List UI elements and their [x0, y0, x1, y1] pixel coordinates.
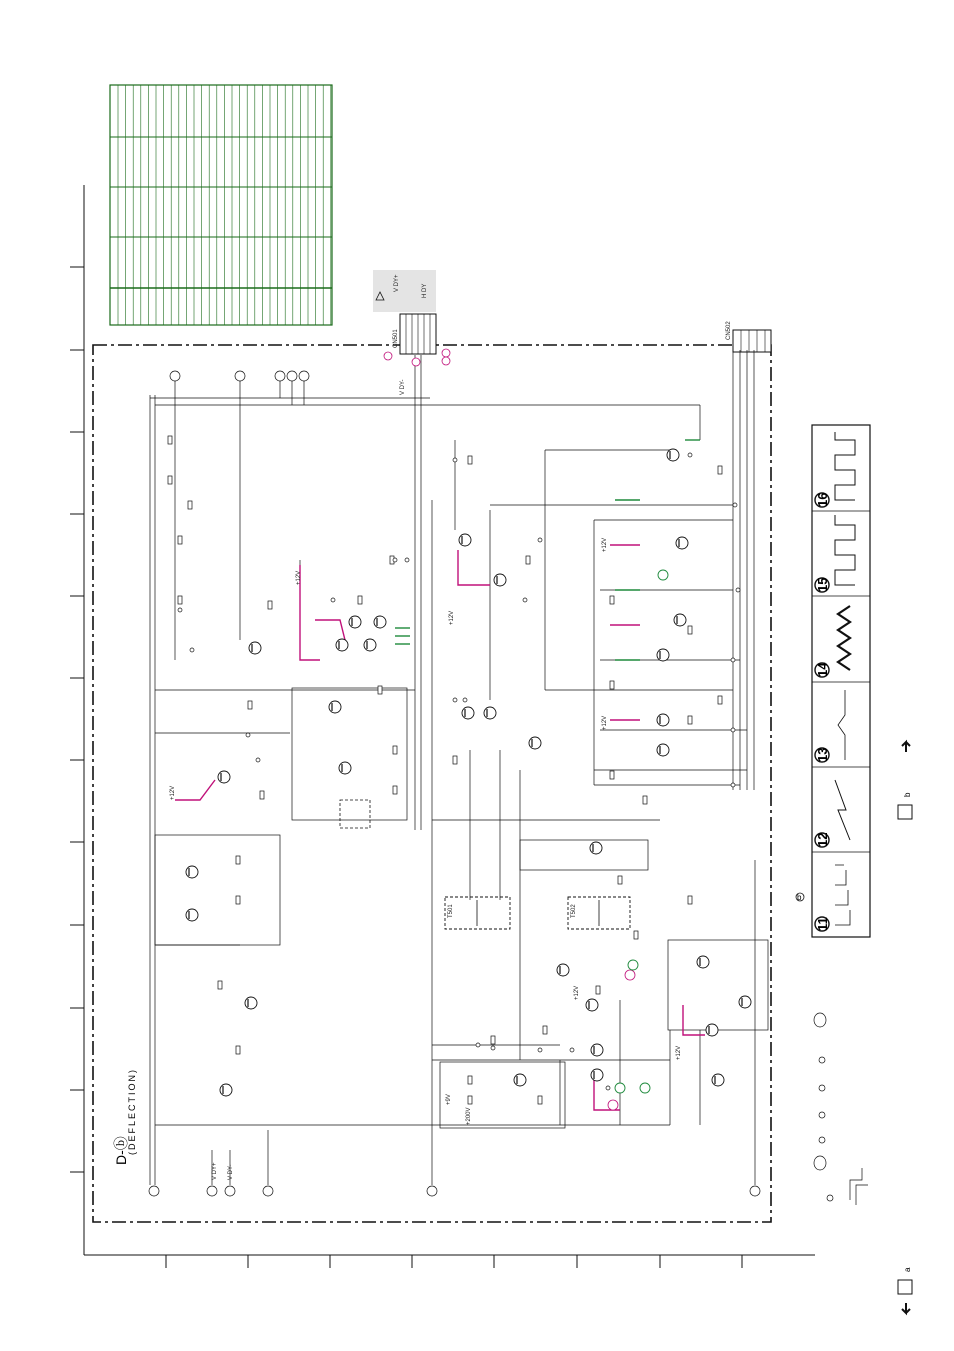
terminal	[299, 371, 309, 381]
svg-text:a: a	[903, 1267, 912, 1272]
green-markers	[615, 570, 668, 1093]
terminal	[750, 1186, 760, 1196]
svg-text:b: b	[903, 792, 912, 797]
svg-text:+200V: +200V	[466, 1107, 472, 1125]
component	[358, 596, 362, 604]
component	[188, 501, 192, 509]
transistor	[245, 997, 257, 1009]
waveform-number	[815, 833, 830, 847]
component	[468, 456, 472, 464]
terminal	[149, 1186, 159, 1196]
transistor	[657, 744, 669, 756]
parts-table	[110, 85, 332, 325]
svg-text:CN501: CN501	[393, 329, 399, 348]
transistor	[220, 1084, 232, 1096]
component	[453, 756, 457, 764]
component	[634, 931, 638, 939]
waveform-strip	[812, 425, 870, 937]
component	[596, 986, 600, 994]
component	[168, 436, 172, 444]
svg-text:+12V: +12V	[449, 610, 455, 625]
svg-text:+12V: +12V	[296, 570, 302, 585]
component	[543, 1026, 547, 1034]
svg-text:+12V: +12V	[602, 537, 608, 552]
highlight-traces	[175, 440, 705, 1110]
svg-text:+9V: +9V	[446, 1094, 452, 1105]
arrow-up-icon	[902, 742, 910, 752]
component	[178, 536, 182, 544]
component	[468, 1096, 472, 1104]
terminal	[275, 371, 285, 381]
component	[236, 896, 240, 904]
waveform-number	[815, 493, 830, 507]
component	[491, 1036, 495, 1044]
component	[618, 876, 622, 884]
transistor	[529, 737, 541, 749]
transistor	[657, 649, 669, 661]
component	[610, 681, 614, 689]
transistor	[739, 996, 751, 1008]
component	[178, 596, 182, 604]
transistor	[514, 1074, 526, 1086]
transistor	[186, 909, 198, 921]
svg-text:12: 12	[815, 832, 830, 847]
svg-text:+12V: +12V	[602, 715, 608, 730]
legend-circles	[814, 1013, 833, 1201]
component	[393, 786, 397, 794]
transistor	[484, 707, 496, 719]
component	[610, 771, 614, 779]
terminal	[170, 371, 180, 381]
component	[378, 686, 382, 694]
component	[688, 716, 692, 724]
transistor	[591, 1044, 603, 1056]
transistor	[586, 999, 598, 1011]
component	[393, 746, 397, 754]
svg-text:T501: T501	[448, 904, 454, 918]
transistor	[374, 616, 386, 628]
transistor	[186, 866, 198, 878]
grid-frame	[70, 185, 815, 1268]
terminal	[263, 1186, 273, 1196]
component	[643, 796, 647, 804]
component	[168, 476, 172, 484]
component	[268, 601, 272, 609]
svg-text:13: 13	[815, 747, 830, 762]
arrow-down-icon	[902, 1303, 910, 1313]
component	[718, 696, 722, 704]
terminal	[235, 371, 245, 381]
transistor	[591, 1069, 603, 1081]
small-parts	[149, 371, 760, 1196]
hdy-label: H DY	[422, 283, 428, 298]
transistor	[657, 714, 669, 726]
transistor	[462, 707, 474, 719]
svg-text:V DY+: V DY+	[212, 1162, 218, 1180]
svg-text:+12V: +12V	[574, 985, 580, 1000]
supply-labels	[170, 321, 732, 1180]
component	[610, 596, 614, 604]
transistor	[218, 771, 230, 783]
component	[236, 1046, 240, 1054]
component	[538, 1096, 542, 1104]
ref-box-a	[898, 1280, 912, 1294]
board-ref-b: b	[797, 893, 802, 902]
component	[526, 556, 530, 564]
transistor	[667, 449, 679, 461]
svg-text:15: 15	[815, 577, 830, 592]
svg-text:V DY-: V DY-	[400, 379, 406, 395]
component	[688, 896, 692, 904]
transistor	[336, 639, 348, 651]
transistor	[249, 642, 261, 654]
svg-text:16: 16	[815, 492, 830, 507]
waveform-number	[815, 748, 830, 762]
terminal	[207, 1186, 217, 1196]
marker-circles	[384, 349, 635, 1110]
waveform-number	[815, 578, 830, 592]
transistor	[674, 614, 686, 626]
transistor	[339, 762, 351, 774]
svg-text:CN502: CN502	[726, 321, 732, 340]
transistors	[186, 449, 751, 1096]
transistor	[459, 534, 471, 546]
transistor	[590, 842, 602, 854]
coil-block	[340, 800, 370, 828]
component	[260, 791, 264, 799]
diagram-subtitle: (DEFLECTION)	[127, 1068, 137, 1155]
terminal	[287, 371, 297, 381]
transistor	[697, 956, 709, 968]
transistor	[329, 701, 341, 713]
component	[236, 856, 240, 864]
transistor	[676, 537, 688, 549]
svg-text:14: 14	[815, 662, 830, 677]
ref-box-b	[898, 805, 912, 819]
svg-text:11: 11	[815, 917, 830, 931]
transistor	[494, 574, 506, 586]
transformer-t502	[568, 897, 630, 929]
component	[688, 626, 692, 634]
terminal	[427, 1186, 437, 1196]
transistor	[364, 639, 376, 651]
waveform-number	[815, 662, 830, 677]
component	[218, 981, 222, 989]
component	[248, 701, 252, 709]
transistor	[557, 964, 569, 976]
svg-text:+12V: +12V	[676, 1045, 682, 1060]
terminal	[225, 1186, 235, 1196]
transistor	[712, 1074, 724, 1086]
transistor	[349, 616, 361, 628]
vdy-label: V DY+	[394, 274, 400, 292]
transistor	[706, 1024, 718, 1036]
transformer-t501	[445, 897, 510, 929]
diagram-title: D-ⓑ	[113, 1136, 129, 1165]
svg-text:T502: T502	[571, 904, 577, 918]
component	[718, 466, 722, 474]
svg-text:+12V: +12V	[170, 785, 176, 800]
waveform-number	[815, 917, 830, 931]
component	[468, 1076, 472, 1084]
svg-text:V DY-: V DY-	[228, 1164, 234, 1180]
